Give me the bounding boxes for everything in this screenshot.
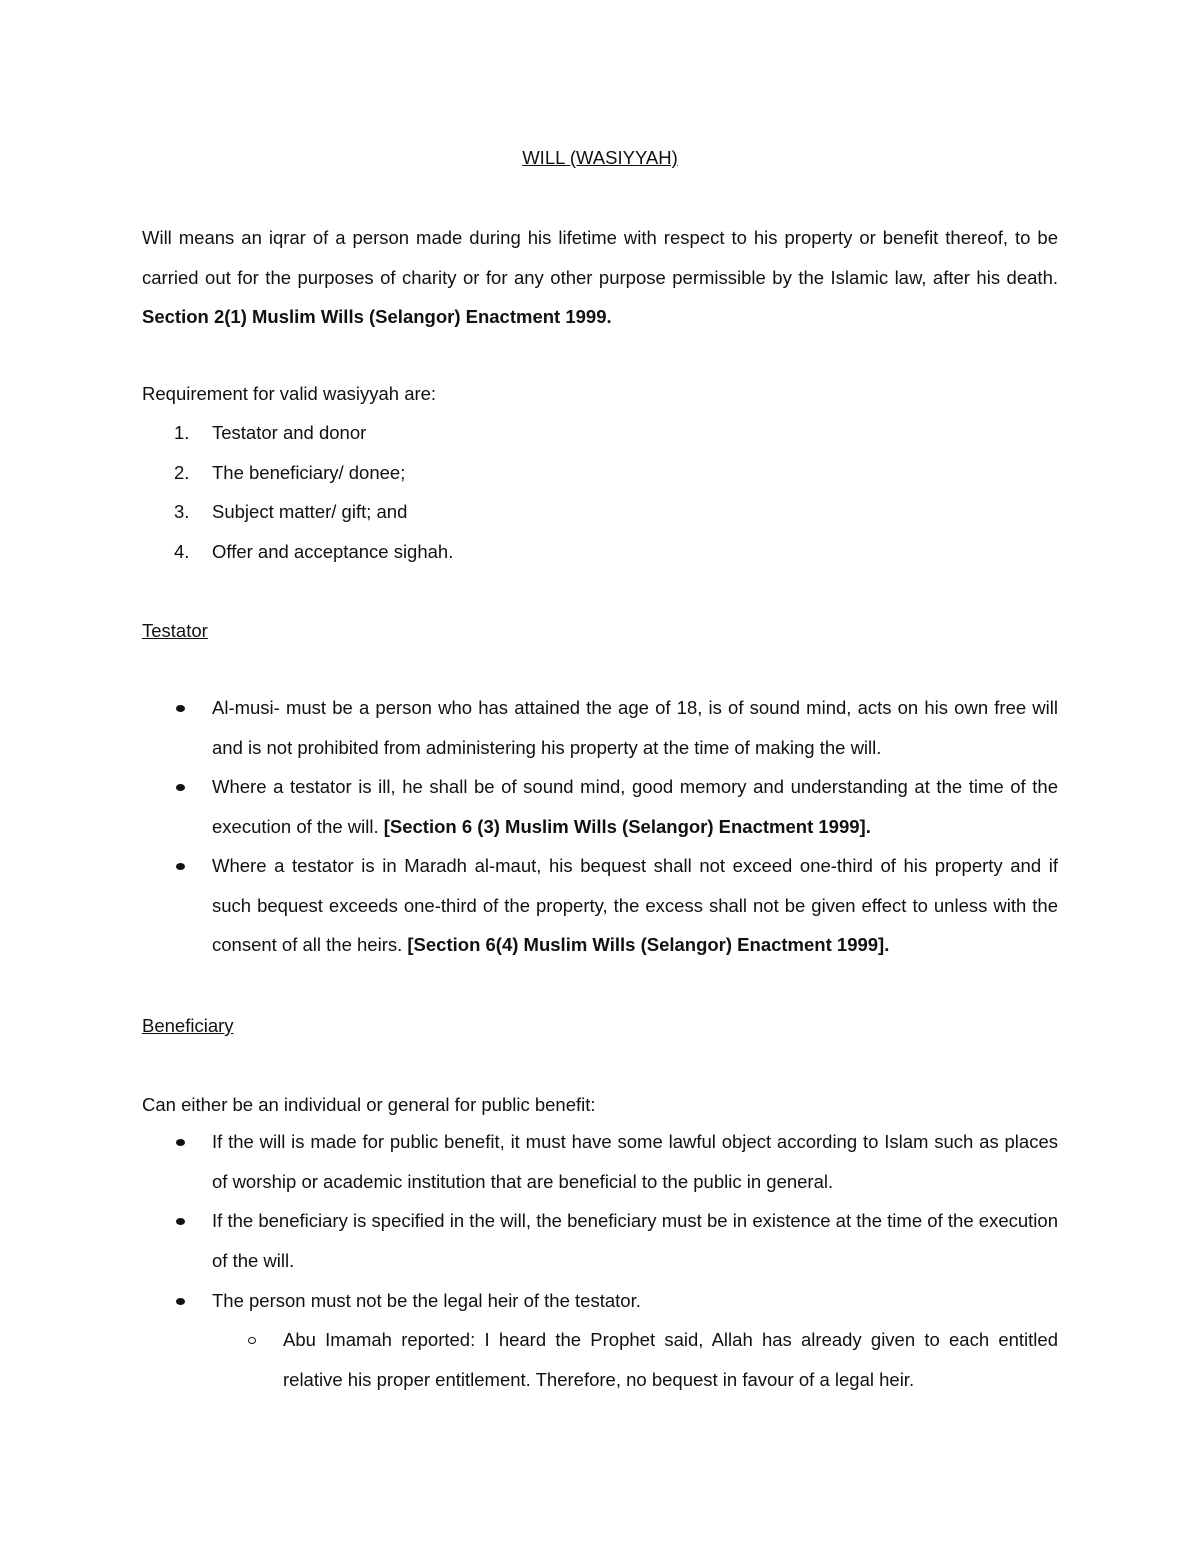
bullet-text: If the will is made for public benefit, it must have some lawful object according to Islam such as places of worship or academic institution that are beneficial to the public in general. [212, 1131, 1058, 1192]
requirement-number: 2. [174, 462, 190, 483]
requirement-item [174, 500, 407, 524]
sub-bullet-text: Abu Imamah reported: I heard the Prophet said, Allah has already given to each entitled relative his proper entitlement. Therefore, no bequest in favour of a legal heir. [283, 1329, 1058, 1390]
requirement-number: 3. [174, 501, 190, 522]
bullet-text: If the beneficiary is specified in the will, the beneficiary must be in existence at the time of the execution of the will. [212, 1210, 1058, 1271]
intro-citation: Section 2(1) Muslim Wills (Selangor) Enactment 1999. [142, 306, 612, 327]
beneficiary-heading: Beneficiary [142, 1015, 234, 1036]
beneficiary-bullet [212, 1122, 1058, 1201]
bullet-dot-icon [176, 784, 185, 791]
document-title: WILL (WASIYYAH) [522, 147, 678, 168]
requirement-item [174, 461, 405, 485]
bullet-text: Where a testator is ill, he shall be of sound mind, good memory and understanding at the time of the execution of the will. [212, 776, 1058, 837]
testator-bullet [212, 688, 1058, 767]
requirement-text: The beneficiary/ donee; [212, 462, 406, 483]
bullet-dot-icon [176, 1218, 185, 1225]
requirement-number: 1. [174, 422, 190, 443]
beneficiary-bullet [212, 1201, 1058, 1280]
requirement-text: Subject matter/ gift; and [212, 501, 408, 522]
requirement-number: 4. [174, 541, 190, 562]
requirements-lead: Requirement for valid wasiyyah are: [142, 383, 437, 404]
bullet-dot-icon [176, 863, 185, 870]
testator-heading: Testator [142, 620, 208, 641]
requirement-text: Offer and acceptance sighah. [212, 541, 454, 562]
bullet-citation: [Section 6 (3) Muslim Wills (Selangor) Enactment 1999]. [383, 815, 871, 837]
requirement-item [174, 421, 366, 445]
bullet-dot-icon [176, 1139, 185, 1146]
requirement-text: Testator and donor [212, 422, 367, 443]
bullet-text: Where a testator is in Maradh al-maut, his bequest shall not exceed one-third of his property and if such bequest exceeds one-third of the property, the excess shall not be given effect to unless with the consent of all the heirs. [212, 855, 1058, 955]
intro-text: Will means an iqrar of a person made during his lifetime with respect to his property or benefit thereof, to be carried out for the purposes of charity or for any other purpose permissible by the Islamic law, after his death. [142, 227, 1058, 288]
bullet-text: Al-musi- must be a person who has attained the age of 18, is of sound mind, acts on his own free will and is not prohibited from administering his property at the time of making the will. [212, 697, 1058, 758]
beneficiary-bullet [212, 1281, 1058, 1321]
intro-paragraph [142, 218, 1058, 337]
bullet-text: The person must not be the legal heir of the testator. [212, 1290, 641, 1311]
testator-bullet [212, 767, 1058, 846]
bullet-dot-icon [176, 705, 185, 712]
bullet-citation: [Section 6(4) Muslim Wills (Selangor) Enactment 1999]. [407, 934, 890, 955]
beneficiary-lead: Can either be an individual or general for public benefit: [142, 1094, 596, 1115]
sub-bullet-circle-icon [248, 1337, 256, 1344]
bullet-dot-icon [176, 1298, 185, 1305]
requirement-item [174, 540, 453, 564]
testator-bullet [212, 846, 1058, 965]
beneficiary-sub-bullet [283, 1320, 1058, 1399]
